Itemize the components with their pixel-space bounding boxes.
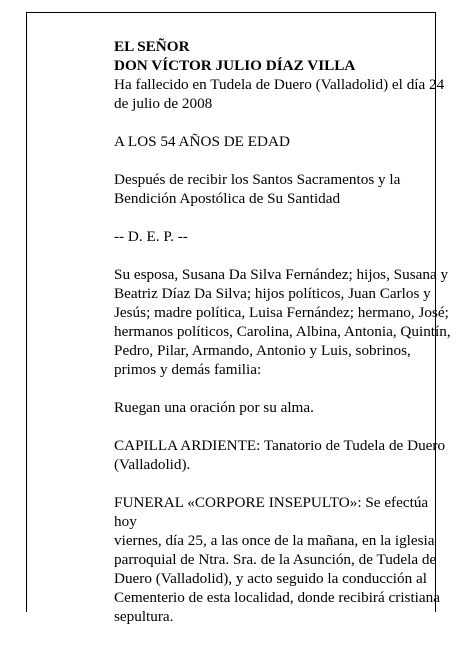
funeral-line-4: Duero (Valladolid), y acto seguido la conducción al [114, 570, 427, 587]
chapel-paragraph [114, 436, 454, 474]
sacraments-paragraph [114, 170, 454, 208]
dep-line: -- D. E. P. -- [114, 228, 188, 245]
funeral-paragraph [114, 493, 454, 626]
age-line: A LOS 54 AÑOS DE EDAD [114, 133, 290, 150]
notice-content [114, 37, 454, 645]
chapel-line-1: CAPILLA ARDIENTE: Tanatorio de Tudela de Duero [114, 437, 446, 454]
family-line-5: Pedro, Pilar, Armando, Antonio y Luis, sobrinos, [114, 342, 411, 359]
sacraments-line-2: Bendición Apostólica de Su Santidad [114, 190, 341, 207]
funeral-line-5: Cementerio de esta localidad, donde recibirá cristiana [114, 589, 440, 606]
family-line-3: Jesús; madre política, Luisa Fernández; hermano, José; [114, 304, 449, 321]
funeral-line-6: sepultura. [114, 608, 174, 625]
funeral-line-3: parroquial de Ntra. Sra. de la Asunción, de Tudela de [114, 551, 437, 568]
family-line-2: Beatriz Díaz Da Silva; hijos políticos, Juan Carlos y [114, 285, 431, 302]
death-announcement [114, 75, 454, 113]
family-line-6: primos y demás familia: [114, 361, 262, 378]
deceased-name: DON VÍCTOR JULIO DÍAZ VILLA [114, 57, 356, 74]
funeral-line-1: FUNERAL «CORPORE INSEPULTO»: Se efectúa hoy [114, 494, 429, 530]
funeral-line-2: viernes, día 25, a las once de la mañana, en la iglesia [114, 532, 435, 549]
family-paragraph [114, 265, 454, 379]
death-line-1: Ha fallecido en Tudela de Duero (Valladolid) el día 24 [114, 76, 445, 93]
sacraments-line-1: Después de recibir los Santos Sacramentos y la [114, 171, 401, 188]
chapel-line-2: (Valladolid). [114, 456, 191, 473]
family-line-4: hermanos políticos, Carolina, Albina, Antonia, Quintín, [114, 323, 451, 340]
deceased-title: EL SEÑOR [114, 38, 190, 55]
prayer-line: Ruegan una oración por su alma. [114, 399, 314, 416]
death-line-2: de julio de 2008 [114, 95, 213, 112]
family-line-1: Su esposa, Susana Da Silva Fernández; hijos, Susana y [114, 266, 449, 283]
